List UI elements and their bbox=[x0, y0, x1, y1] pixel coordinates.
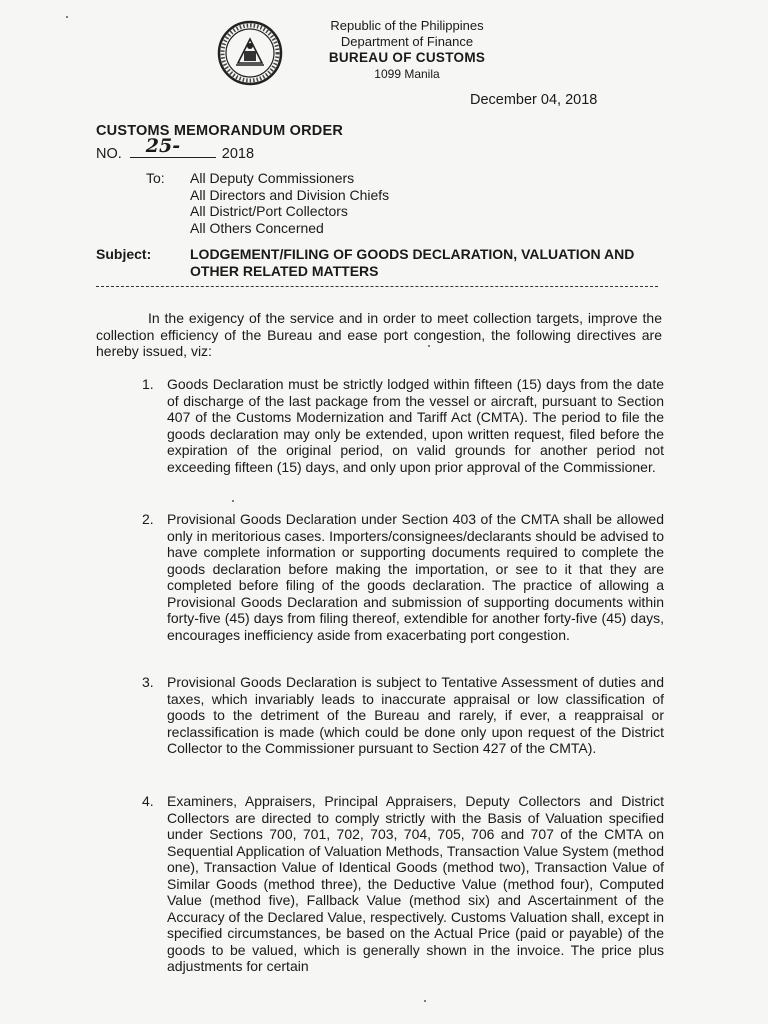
memo-date: December 04, 2018 bbox=[470, 92, 598, 108]
letterhead-republic: Republic of the Philippines bbox=[330, 18, 484, 33]
letterhead-bureau: BUREAU OF CUSTOMS bbox=[328, 50, 486, 65]
directive-number: 2. bbox=[142, 511, 154, 527]
directive-item-1 bbox=[142, 376, 664, 475]
memo-number-blank bbox=[130, 135, 216, 158]
memo-title: CUSTOMS MEMORANDUM ORDER bbox=[96, 123, 344, 139]
directive-text: Provisional Goods Declaration under Section 403 of the CMTA shall be allowed only in meritorious cases. Importers/consignees/declarants should be advised to have complete information or supporting documents required to complete the goods declaration before making the importation, or see to it that they are completed before filing of the goods declaration. The practice of allowing a Provisional Goods Declaration and submission of supporting documents within forty-five (45) days from filing thereof, extendible for another forty-five (45) days, encourages inefficiency aside from exacerbating port congestion. bbox=[167, 511, 664, 643]
scan-speck bbox=[66, 16, 68, 18]
dashed-divider bbox=[96, 286, 658, 287]
handwritten-number: 25- bbox=[145, 135, 181, 157]
subject-text: LODGEMENT/FILING OF GOODS DECLARATION, VALUATION AND OTHER RELATED MATTERS bbox=[190, 246, 635, 279]
directive-text: Provisional Goods Declaration is subject to Tentative Assessment of duties and taxes, which invariably leads to inaccurate appraisal or low classification of goods to the detriment of the Bureau and rarely, if ever, a reappraisal or reclassification is made (which could be done only upon request of the District Collector to the Commissioner pursuant to Section 427 of the CMTA). bbox=[167, 674, 664, 756]
addressee-item: All District/Port Collectors bbox=[190, 203, 348, 219]
directive-text: Examiners, Appraisers, Principal Appraisers, Deputy Collectors and District Collectors are directed to comply strictly with the Basis of Valuation specified under Sections 700, 701, 702, 703, 704, 705, 706 and 707 of the CMTA on Sequential Application of Valuation Methods, Transaction Value System (method one), Transaction Value of Identical Goods (method two), Transaction Value of Similar Goods (method three), the Deductive Value (method four), Computed Value (method five), Fallback Value (method six) and Ascertainment of the Accuracy of the Declared Value, respectively. Customs Valuation shall, except in specified circumstances, be based on the Actual Price (paid or payable) of the goods to be valued, which is generally shown in the invoice. The price plus adjustments for certain bbox=[167, 793, 664, 974]
memo-year: 2018 bbox=[221, 146, 255, 162]
scan-speck bbox=[232, 500, 234, 502]
directive-number: 1. bbox=[142, 376, 154, 392]
letterhead bbox=[272, 18, 542, 82]
addressees-label: To: bbox=[146, 170, 165, 186]
directive-item-2 bbox=[142, 511, 664, 643]
letterhead-city: 1099 Manila bbox=[374, 67, 440, 81]
subject-label: Subject: bbox=[96, 246, 152, 262]
directive-item-4 bbox=[142, 793, 664, 975]
scan-speck bbox=[428, 345, 430, 347]
memo-number bbox=[96, 135, 255, 162]
memo-number-label: NO. bbox=[96, 146, 122, 162]
letterhead-department: Department of Finance bbox=[340, 34, 474, 49]
directive-number: 4. bbox=[142, 793, 154, 809]
directive-item-3 bbox=[142, 674, 664, 757]
addressee-item: All Deputy Commissioners bbox=[190, 170, 355, 186]
directive-number: 3. bbox=[142, 674, 154, 690]
scan-speck bbox=[424, 1000, 426, 1002]
addressee-item: All Directors and Division Chiefs bbox=[190, 186, 390, 203]
addressees-list bbox=[190, 170, 389, 236]
intro-paragraph: In the exigency of the service and in order to meet collection targets, improve the collection efficiency of the Bureau and ease port congestion, the following directives are hereby issued, viz: bbox=[96, 310, 662, 359]
directive-text: Goods Declaration must be strictly lodged within fifteen (15) days from the date of discharge of the last package from the vessel or aircraft, pursuant to Section 407 of the Customs Modernization and Tariff Act (CMTA). The period to file the goods declaration may only be extended, upon written request, filed before the expiration of the original period, on valid grounds for another period not exceeding fifteen (15) days, and only upon prior approval of the Commissioner. bbox=[167, 376, 664, 475]
addressee-item: All Others Concerned bbox=[190, 219, 324, 236]
